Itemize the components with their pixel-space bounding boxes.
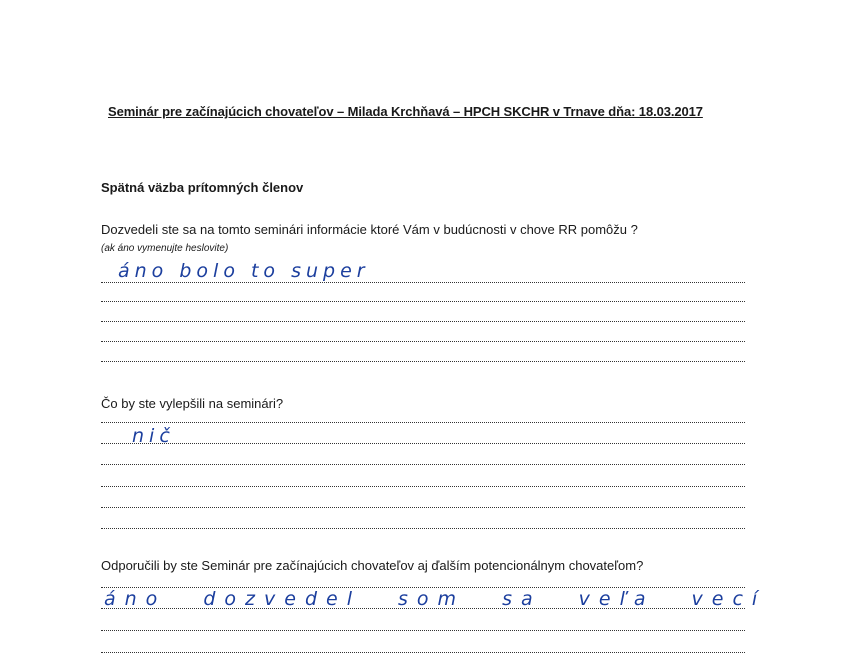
question-1-note: (ak áno vymenujte heslovite) — [101, 243, 229, 254]
answer-line — [101, 630, 745, 631]
document-title: Seminár pre začínajúcich chovateľov – Milada Krchňavá – HPCH SKCHR v Trnave dňa: 18.03.2017 — [108, 104, 703, 119]
answer-line — [101, 282, 745, 283]
section-heading: Spätná väzba prítomných členov — [101, 180, 304, 195]
answer-line — [101, 464, 745, 465]
answer-line — [101, 652, 745, 653]
handwritten-answer-2: nič — [132, 425, 175, 447]
question-3: Odporučili by ste Seminár pre začínajúcich chovateľov aj ďalším potencionálnym chovateľom? — [101, 558, 644, 573]
question-2: Čo by ste vylepšili na seminári? — [101, 396, 284, 411]
answer-line — [101, 608, 745, 609]
answer-line — [101, 528, 745, 529]
handwritten-answer-3: áno dozvedel som sa veľa vecí — [104, 588, 767, 610]
handwritten-answer-1: áno bolo to super — [118, 260, 370, 282]
answer-line — [101, 507, 745, 508]
answer-line — [101, 443, 745, 444]
question-1: Dozvedeli ste sa na tomto seminári informácie ktoré Vám v budúcnosti v chove RR pomôžu ? — [101, 222, 638, 237]
answer-line — [101, 486, 745, 487]
answer-line — [101, 361, 745, 362]
answer-line — [101, 341, 745, 342]
answer-line — [101, 301, 745, 302]
answer-line — [101, 422, 745, 423]
answer-line — [101, 321, 745, 322]
